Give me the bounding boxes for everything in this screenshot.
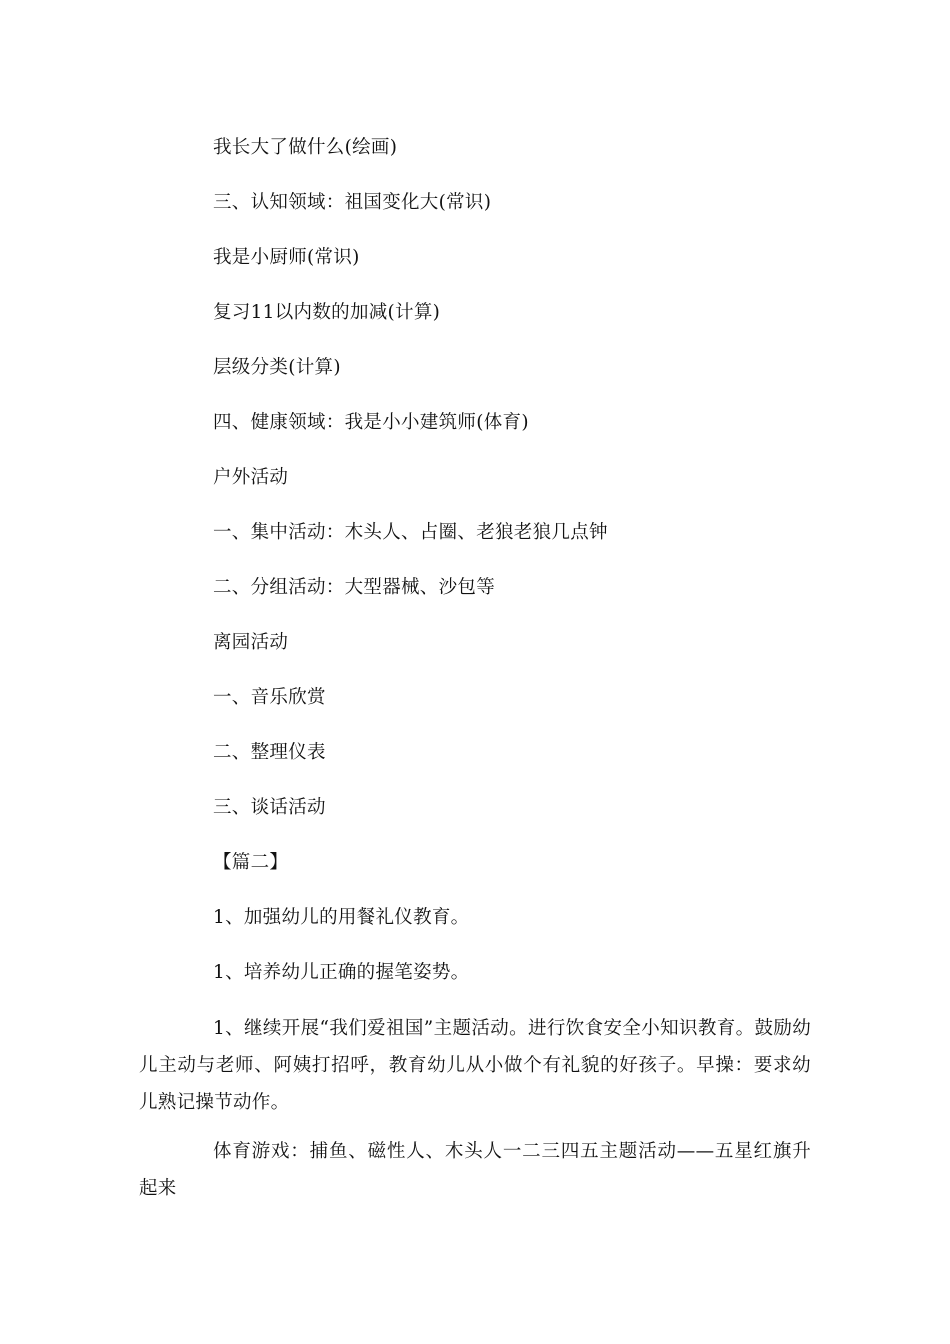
part-heading: 【篇二】 [213, 852, 289, 873]
paragraph [139, 1010, 811, 1121]
text-line: 层级分类(计算) [213, 357, 341, 378]
text-line: 1、加强幼儿的用餐礼仪教育。 [213, 907, 470, 928]
text-line: 1、培养幼儿正确的握笔姿势。 [213, 962, 470, 983]
paragraph-text: 1、继续开展“我们爱祖国”主题活动。进行饮食安全小知识教育。鼓励幼儿主动与老师、阿姨打招呼，教育幼儿从小做个有礼貌的好孩子。早操：要求幼儿熟记操节动作。 [139, 1018, 811, 1113]
text-line: 复习11以内数的加减(计算) [213, 302, 441, 323]
text-line: 三、谈话活动 [213, 797, 326, 818]
section-heading: 离园活动 [213, 632, 289, 653]
text-line: 二、整理仪表 [213, 742, 326, 763]
section-heading: 户外活动 [213, 467, 289, 488]
text-line: 我是小厨师(常识) [213, 247, 360, 268]
text-line: 四、健康领域：我是小小建筑师(体育) [213, 412, 529, 433]
paragraph-text: 体育游戏：捕鱼、磁性人、木头人一二三四五主题活动——五星红旗升起来 [139, 1141, 811, 1199]
paragraph [139, 1133, 811, 1207]
text-line: 一、集中活动：木头人、占圈、老狼老狼几点钟 [213, 522, 608, 543]
text-line: 三、认知领域：祖国变化大(常识) [213, 192, 492, 213]
text-line: 二、分组活动：大型器械、沙包等 [213, 577, 496, 598]
text-line: 我长大了做什么(绘画) [213, 137, 398, 158]
text-line: 一、音乐欣赏 [213, 687, 326, 708]
